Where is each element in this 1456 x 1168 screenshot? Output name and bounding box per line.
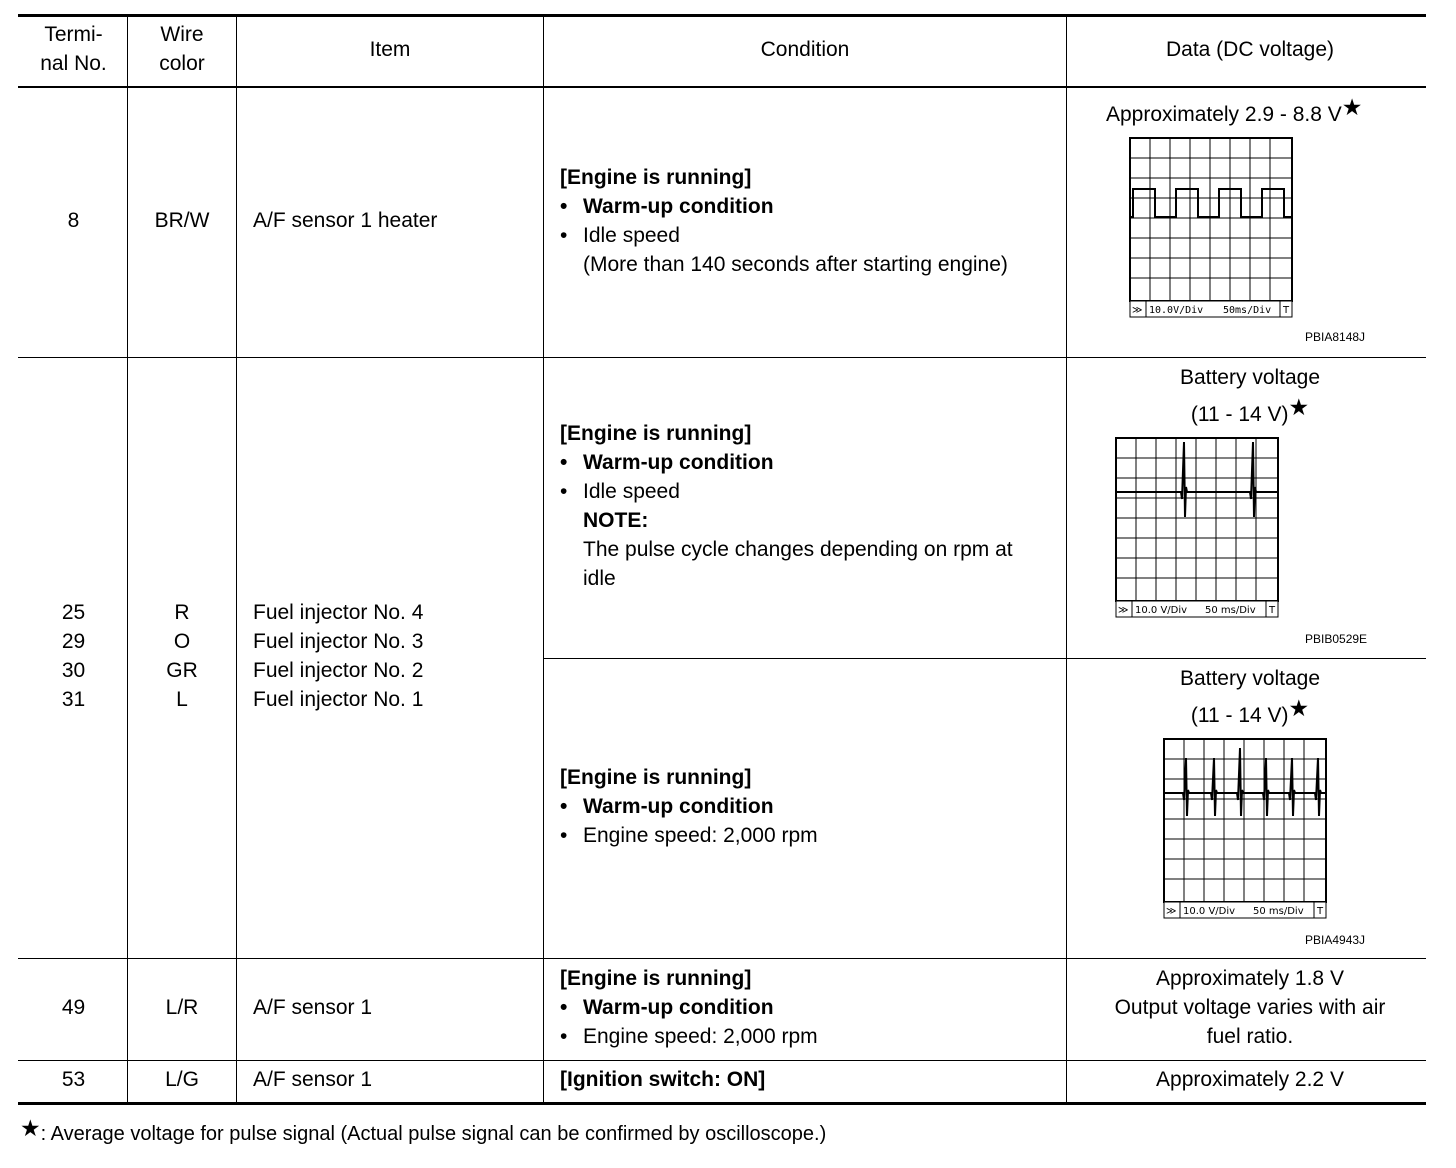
condition-bullet: •: [560, 1025, 568, 1048]
item-name: A/F sensor 1: [253, 1068, 373, 1091]
header-divider: [18, 86, 1426, 88]
condition-bullet: •: [560, 824, 568, 847]
figure-code: PBIA8148J: [1305, 330, 1366, 344]
col-divider: [1066, 16, 1067, 1103]
condition-detail: (More than 140 seconds after starting engine): [583, 253, 1008, 276]
note-label: NOTE:: [583, 509, 649, 532]
data-value: (11 - 14 V)★: [1190, 394, 1310, 426]
scope-trigger-icon: T: [1283, 305, 1290, 316]
scope-arrow-icon: ≫: [1166, 906, 1177, 917]
terminal-number: 53: [61, 1068, 86, 1091]
data-value: Approximately 1.8 V: [1156, 967, 1344, 990]
star-icon: ★: [1288, 394, 1310, 420]
data-value: Battery voltage: [1179, 667, 1321, 690]
row-divider: [18, 958, 1426, 959]
data-value: Approximately 2.9 - 8.8 V★: [1106, 94, 1363, 126]
scope-time-per-div: 50ms/Div: [1223, 305, 1272, 316]
scope-volts-per-div: 10.0 V/Div: [1183, 906, 1236, 917]
scope-time-per-div: 50 ms/Div: [1253, 906, 1304, 917]
condition-item: Warm-up condition: [583, 451, 774, 474]
condition-item: Warm-up condition: [583, 996, 774, 1019]
data-value: Battery voltage: [1179, 366, 1321, 389]
row-divider: [18, 1060, 1426, 1061]
condition-item: Warm-up condition: [583, 195, 774, 218]
condition-bullet: •: [560, 480, 568, 503]
header-wire-line1: Wire: [160, 23, 204, 46]
wire-color: L/R: [165, 996, 199, 1019]
subrow-divider: [543, 658, 1426, 659]
scope-trigger-icon: T: [1317, 906, 1324, 917]
figure-code: PBIA4943J: [1305, 933, 1366, 947]
item-name: Fuel injector No. 4: [253, 601, 424, 624]
wire-color: BR/W: [154, 209, 210, 232]
condition-item: Idle speed: [583, 224, 680, 247]
scope-trigger-icon: T: [1269, 605, 1276, 616]
scope-volts-per-div: 10.0V/Div: [1149, 305, 1204, 316]
condition-item: Engine speed: 2,000 rpm: [583, 1025, 818, 1048]
terminal-number: 30: [61, 659, 86, 682]
data-value: Approximately 2.2 V: [1156, 1068, 1344, 1091]
oscilloscope-waveform-figure: [1129, 137, 1295, 319]
header-terminal-line2: nal No.: [40, 52, 107, 75]
oscilloscope-waveform-figure: [1115, 437, 1281, 619]
terminal-number: 29: [61, 630, 86, 653]
condition-bullet: •: [560, 224, 568, 247]
header-terminal-line1: Termi-: [44, 23, 103, 46]
star-icon: ★: [1341, 94, 1363, 120]
data-value: Output voltage varies with air: [1114, 996, 1386, 1019]
terminal-number: 8: [67, 209, 80, 232]
scope-time-per-div: 50 ms/Div: [1205, 605, 1256, 616]
wire-color: R: [174, 601, 190, 624]
terminal-number: 49: [61, 996, 86, 1019]
row-divider: [18, 357, 1426, 358]
data-value: (11 - 14 V)★: [1190, 695, 1310, 727]
terminal-number: 31: [61, 688, 86, 711]
condition-item: Engine speed: 2,000 rpm: [583, 824, 818, 847]
condition-title: [Engine is running]: [560, 967, 752, 990]
item-name: Fuel injector No. 1: [253, 688, 424, 711]
condition-title: [Engine is running]: [560, 422, 752, 445]
oscilloscope-waveform-figure: [1163, 738, 1329, 920]
item-name: A/F sensor 1 heater: [253, 209, 438, 232]
scope-arrow-icon: ≫: [1132, 305, 1143, 316]
header-wire-line2: color: [159, 52, 205, 75]
scope-arrow-icon: ≫: [1118, 605, 1129, 616]
wire-color: GR: [166, 659, 198, 682]
condition-title: [Engine is running]: [560, 166, 752, 189]
condition-title: [Engine is running]: [560, 766, 752, 789]
terminal-number: 25: [61, 601, 86, 624]
header-condition: Condition: [760, 38, 850, 61]
table-bottom-border: [18, 1102, 1426, 1105]
footnote-text: : Average voltage for pulse signal (Actual pulse signal can be confirmed by oscilloscope.): [40, 1123, 827, 1145]
condition-item: Idle speed: [583, 480, 680, 503]
wire-color: L/G: [165, 1068, 199, 1091]
condition-item: Warm-up condition: [583, 795, 774, 818]
condition-bullet: •: [560, 795, 568, 818]
item-name: Fuel injector No. 3: [253, 630, 424, 653]
header-data: Data (DC voltage): [1165, 38, 1335, 61]
condition-bullet: •: [560, 996, 568, 1019]
header-item: Item: [369, 38, 411, 61]
wire-color: L: [176, 688, 188, 711]
note-text: The pulse cycle changes depending on rpm at: [583, 538, 1013, 561]
item-name: Fuel injector No. 2: [253, 659, 424, 682]
condition-bullet: •: [560, 451, 568, 474]
col-divider: [543, 16, 544, 1103]
item-name: A/F sensor 1: [253, 996, 373, 1019]
footnote: [20, 1115, 827, 1149]
condition-bullet: •: [560, 195, 568, 218]
col-divider: [236, 16, 237, 1103]
scope-volts-per-div: 10.0 V/Div: [1135, 605, 1188, 616]
figure-code: PBIB0529E: [1305, 632, 1368, 646]
table-top-border: [18, 14, 1426, 17]
star-icon: ★: [20, 1115, 41, 1141]
col-divider: [127, 16, 128, 1103]
data-value: fuel ratio.: [1206, 1025, 1294, 1048]
note-text: idle: [583, 567, 616, 590]
condition-title: [Ignition switch: ON]: [560, 1068, 766, 1091]
wire-color: O: [173, 630, 191, 653]
star-icon: ★: [1288, 695, 1310, 721]
